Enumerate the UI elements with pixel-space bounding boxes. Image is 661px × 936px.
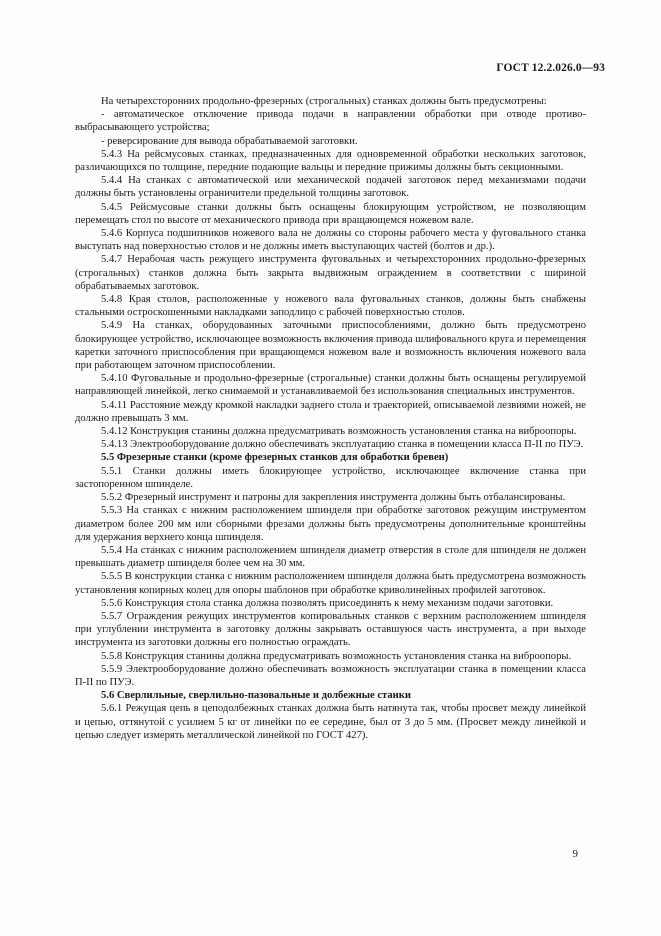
paragraph: 5.4.3 На рейсмусовых станках, предназначенных для одновременной обработки нескольких заготовок, различающихся по толщине, передние подающие вальцы и передние прижимы должны быть секционными. bbox=[75, 148, 586, 174]
section-heading: 5.6 Сверлильные, сверлильно-пазовальные и долбежные станки bbox=[101, 690, 411, 702]
page-number: 9 bbox=[572, 848, 578, 860]
paragraph: 5.5.9 Электрооборудование должно обеспечивать возможность эксплуатации станка в помещении класса П-II по ПУЭ. bbox=[75, 663, 586, 688]
paragraph: 5.5.7 Ограждения режущих инструментов копировальных станков с верхним расположением шпинделя при углублении инструмента в заготовку должны закрывать оставшуюся часть инструмента, а при выходе инструмента из заготовки должны его полностью ограждать. bbox=[75, 610, 586, 649]
paragraph: - автоматическое отключение привода подачи в направлении обработки при отводе противо-выбрасывающего устройства; bbox=[75, 109, 586, 134]
paragraph: На четырехсторонних продольно-фрезерных (строгальных) станках должны быть предусмотрены: bbox=[101, 96, 547, 107]
paragraph: 5.4.7 Нерабочая часть режущего инструмента фуговальных и четырехсторонних продольно-фрезерных (строгальных) станков должна быть закрыта выдвижным ограждением в соответствии с шириной обрабатываемых заготовок. bbox=[75, 254, 586, 292]
section-heading: 5.5 Фрезерные станки (кроме фрезерных станков для обработки бревен) bbox=[101, 452, 449, 464]
paragraph: 5.4.11 Расстояние между кромкой накладки заднего стола и траекторией, описываемой лезвиями ножей, не должно превышать 3 мм. bbox=[75, 399, 586, 424]
paragraph: 5.5.3 На станках с нижним расположением шпинделя при обработке заготовок режущим инструментом диаметром более 200 мм или сборными фрезами должны быть предусмотрены дополнительные кронштейны для удержания верхнего конца шпинделя. bbox=[75, 505, 586, 543]
paragraph: 5.4.5 Рейсмусовые станки должны быть оснащены блокирующим устройством, не позволяющим перемещать стол по высоте от механического привода при вращающемся ножевом вале. bbox=[75, 201, 586, 226]
paragraph: - реверсирование для вывода обрабатываемой заготовки. bbox=[101, 135, 358, 147]
paragraph: 5.4.10 Фуговальные и продольно-фрезерные (строгальные) станки должны быть оснащены регулируемой направляющей линейкой, легко снимаемой и устанавливаемой без использования специальных инструментов. bbox=[75, 373, 586, 398]
paragraph: 5.4.6 Корпуса подшипников ножевого вала не должны со стороны рабочего места у фуговального станка выступать над поверхностью столов и не должны иметь выступающих частей (болтов и др.). bbox=[75, 228, 586, 253]
document-header-id: ГОСТ 12.2.026.0—93 bbox=[496, 62, 605, 74]
paragraph: 5.5.8 Конструкция станины должна предусматривать возможность установления станка на виброопоры. bbox=[101, 650, 572, 662]
paragraph: 5.4.9 На станках, оборудованных заточными приспособлениями, должно быть предусмотрено блокирующее устройство, исключающее возможность включения привода шлифовального круга и перемещения каретки заточного приспособления при вращающемся ножевом вале и возможность включения ножевого вала при работающем заточном приспособлении. bbox=[75, 320, 586, 372]
paragraph: 5.6.1 Режущая цепь в цеподолбежных станках должна быть натянута так, чтобы просвет между линейкой и цепью, оттянутой с усилием 5 кг от линейки по ее середине, был от 3 до 5 мм. (Просвет между линейкой и цепью следует измерять металлической линейкой по ГОСТ 427). bbox=[75, 703, 586, 741]
paragraph: 5.4.12 Конструкция станины должна предусматривать возможность установления станка на виброопоры. bbox=[101, 426, 577, 438]
paragraph: 5.5.4 На станках с нижним расположением шпинделя диаметр отверстия в столе для шпинделя не должен превышать диаметр шпинделя более чем на 30 мм. bbox=[75, 544, 586, 570]
document-body bbox=[75, 95, 586, 742]
paragraph: 5.5.5 В конструкции станка с нижним расположением шпинделя должна быть предусмотрена возможность установления копирных колец для опоры шаблонов при обработке криволинейных профилей заготовок. bbox=[75, 571, 586, 596]
paragraph: 5.4.4 На станках с автоматической или механической подачей заготовок перед механизмами подачи должны быть установлены ограничители предельной толщины заготовок. bbox=[75, 175, 586, 200]
paragraph: 5.5.6 Конструкция стола станка должна позволять присоединять к нему механизм подачи заготовки. bbox=[101, 597, 554, 609]
paragraph: 5.4.13 Электрооборудование должно обеспечивать эксплуатацию станка в помещении класса П-II по ПУЭ. bbox=[101, 439, 584, 451]
paragraph: 5.5.1 Станки должны иметь блокирующее устройство, исключающее включение станка при застопоренном шпинделе. bbox=[75, 465, 586, 490]
paragraph: 5.5.2 Фрезерный инструмент и патроны для закрепления инструмента должны быть отбалансированы. bbox=[101, 492, 566, 504]
paragraph: 5.4.8 Края столов, расположенные у ножевого вала фуговальных станков, должны быть снабжены стальными остроскошенными накладками заподлицо с рабочей поверхностью столов. bbox=[75, 294, 586, 319]
